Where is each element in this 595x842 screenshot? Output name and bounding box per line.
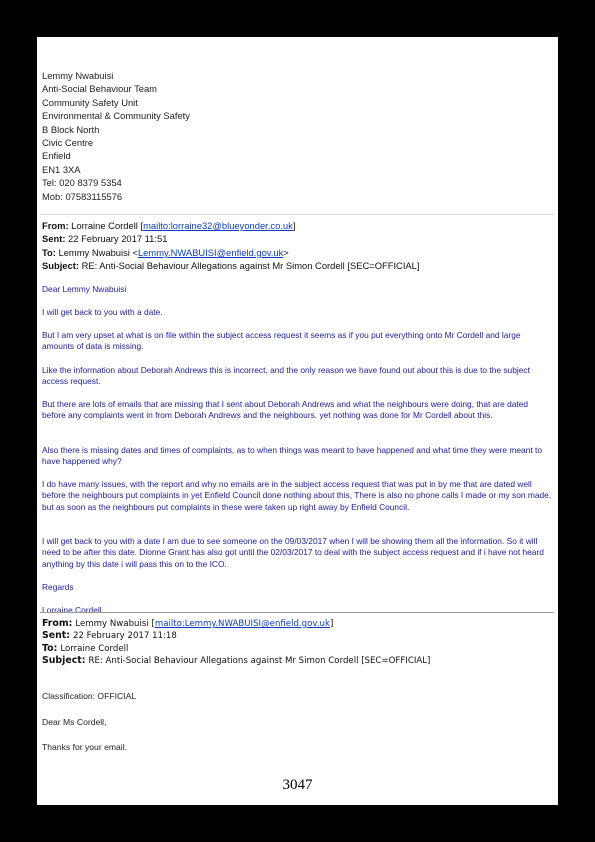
signature-building: Civic Centre	[42, 137, 94, 149]
signature-team: Anti-Social Behaviour Team	[42, 83, 157, 95]
email-header-2	[42, 618, 430, 668]
signature-mobile: Mob: 07583115576	[42, 190, 123, 202]
document-page	[37, 37, 558, 805]
from-email-link[interactable]: mailto:lorraine32@blueyonder.co.uk	[143, 220, 293, 231]
from-line	[42, 219, 420, 232]
email-paragraph: I will get back to you with a date.	[42, 307, 163, 317]
from-email-link[interactable]: mailto:Lemmy.NWABUISI@enfield.gov.uk	[154, 619, 330, 629]
signature-tel: Tel: 020 8379 5354	[42, 177, 122, 189]
page-number: 3047	[282, 777, 313, 793]
signature-unit: Community Safety Unit	[42, 96, 138, 108]
email-paragraph: But I am very upset at what is on file within the subject access request it seems as if you put everything onto Mr Cordell and large amounts of data is missing.	[42, 330, 521, 352]
email-signoff: Lorraine Cordell	[42, 605, 102, 615]
to-value: Lorraine Cordell	[60, 643, 129, 654]
sent-line	[42, 232, 420, 245]
email-paragraph: I do have many issues, with the report and why no emails are in the subject access request that was put in by me that are dated well before the neighbours put complaints in yet Enfield Council done nothing about this, There is also no phone calls I made or my son made, but as soon as the neighbours put complaints in these were taken up right away by Enfield Council.	[42, 479, 552, 512]
subject-value: RE: Anti-Social Behaviour Allegations against Mr Simon Cordell [SEC=OFFICIAL]	[81, 260, 420, 272]
signature-name: Lemmy Nwabuisi	[42, 70, 114, 81]
from-name: Lorraine Cordell [	[71, 220, 144, 231]
to-line	[42, 246, 420, 259]
subject-value: RE: Anti-Social Behaviour Allegations against Mr Simon Cordell [SEC=OFFICIAL]	[88, 656, 431, 667]
email-greeting: Dear Lemmy Nwabuisi	[42, 284, 127, 294]
classification-text: Classification: OFFICIAL	[42, 691, 137, 701]
signature-department: Environmental & Community Safety	[42, 110, 190, 122]
email-paragraph: But there are lots of emails that are missing that I sent about Deborah Andrews and what the neighbours were doing, that are dated before any complaints went in from Deborah Andrews and the neighbours. yet nothing was done for Mr Cordell about this.	[42, 399, 529, 421]
from-end: ]	[292, 220, 296, 231]
subject-label: Subject:	[42, 260, 79, 272]
from-end: ]	[329, 619, 334, 629]
from-label: From:	[42, 220, 69, 231]
email-paragraph: Also there is missing dates and times of complaints, as to when things was meant to have happened and what time they were meant to have happened why?	[42, 445, 542, 467]
email-regards: Regards	[42, 582, 74, 592]
subject-line	[42, 259, 420, 272]
to-end: >	[283, 246, 289, 258]
sent-value: 22 February 2017 11:51	[68, 233, 168, 245]
subject-label: Subject:	[42, 655, 86, 667]
reply-thanks: Thanks for your email.	[42, 742, 128, 752]
header-divider	[40, 214, 554, 215]
to-line	[42, 643, 430, 655]
subject-line	[42, 655, 430, 667]
reply-divider	[40, 612, 554, 613]
from-name: Lemmy Nwabuisi [	[75, 619, 155, 629]
signature-postcode: EN1 3XA	[42, 163, 81, 175]
email-paragraph: I will get back to you with a date I am due to see someone on the 09/03/2017 when I will be showing them all the information. So it will need to be after this date. Dionne Grant has also got until the 02/03/2017 to deal with the subject access request and if i have not heard anything by this date i will pass this on to the ICO.	[42, 536, 544, 569]
sent-line	[42, 630, 430, 642]
to-email-link[interactable]: Lemmy.NWABUISI@enfield.gov.uk	[137, 246, 284, 258]
email-signature	[42, 69, 190, 203]
from-line	[42, 618, 430, 630]
sent-value: 22 February 2017 11:18	[73, 631, 177, 642]
email-paragraph: Like the information about Deborah Andrews this is incorrect, and the only reason we have found out about this is due to the subject access request.	[42, 365, 530, 387]
to-label: To:	[42, 642, 58, 654]
signature-town: Enfield	[42, 150, 71, 162]
email-header-1	[42, 219, 420, 273]
to-name: Lemmy Nwabuisi <	[58, 246, 138, 258]
signature-block: B Block North	[42, 123, 100, 135]
sent-label: Sent:	[42, 233, 66, 245]
sent-label: Sent:	[42, 630, 71, 642]
reply-greeting: Dear Ms Cordell,	[42, 717, 107, 727]
to-label: To:	[42, 246, 56, 258]
from-label: From:	[42, 618, 73, 629]
